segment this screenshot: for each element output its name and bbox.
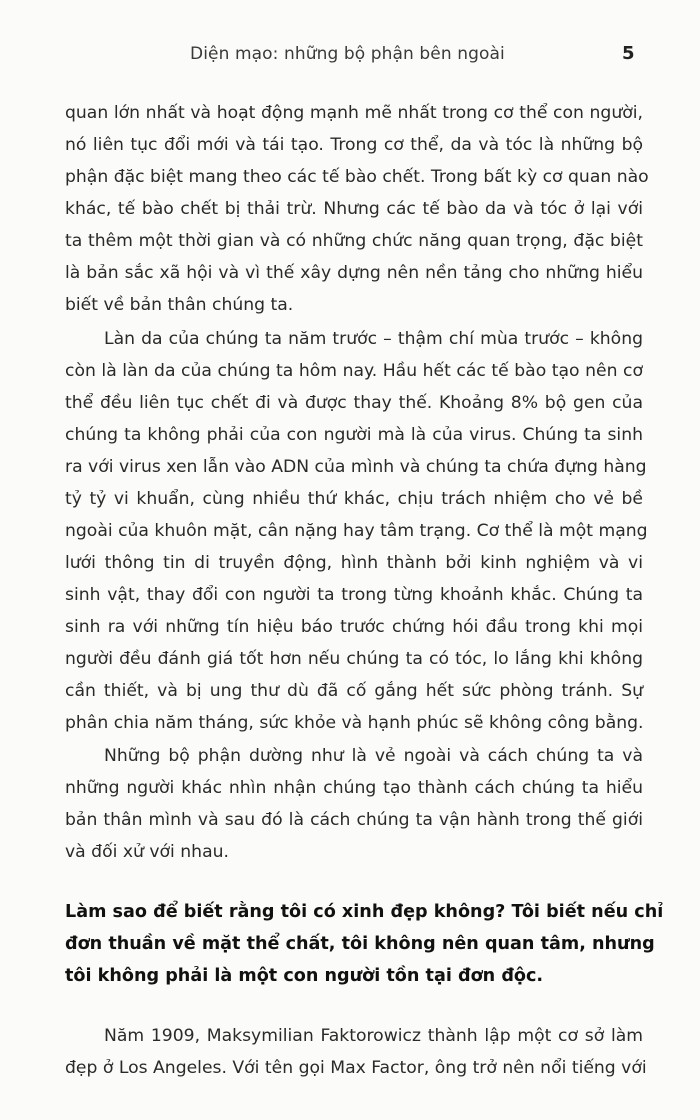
text-line: người đều đánh giá tốt hơn nếu chúng ta có tóc, lo lắng khi không: [65, 649, 643, 669]
text-line: lưới thông tin di truyền động, hình thành bởi kinh nghiệm và vi: [65, 553, 643, 573]
text-line: đơn thuần về mặt thể chất, tôi không nên quan tâm, nhưng: [65, 934, 655, 954]
text-line: là bản sắc xã hội và vì thế xây dựng nên nền tảng cho những hiểu: [65, 263, 643, 283]
text-line: sinh ra với những tín hiệu báo trước chứng hói đầu trong khi mọi: [65, 617, 643, 637]
page-number: 5: [622, 43, 635, 64]
text-line: phận đặc biệt mang theo các tế bào chết. Trong bất kỳ cơ quan nào: [65, 167, 649, 187]
text-line: ta thêm một thời gian và có những chức năng quan trọng, đặc biệt: [65, 231, 643, 251]
text-line: nó liên tục đổi mới và tái tạo. Trong cơ thể, da và tóc là những bộ: [65, 135, 643, 155]
text-line: bản thân mình và sau đó là cách chúng ta vận hành trong thế giới: [65, 810, 643, 830]
text-line: khác, tế bào chết bị thải trừ. Nhưng các tế bào da và tóc ở lại với: [65, 199, 643, 219]
text-line: phân chia năm tháng, sức khỏe và hạnh phúc sẽ không công bằng.: [65, 713, 644, 733]
text-line: Năm 1909, Maksymilian Faktorowicz thành lập một cơ sở làm: [104, 1026, 643, 1046]
text-line: chúng ta không phải của con người mà là của virus. Chúng ta sinh: [65, 425, 643, 445]
text-line: sinh vật, thay đổi con người ta trong từng khoảnh khắc. Chúng ta: [65, 585, 643, 605]
text-line: Làm sao để biết rằng tôi có xinh đẹp không? Tôi biết nếu chỉ: [65, 902, 664, 922]
text-line: Làn da của chúng ta năm trước – thậm chí mùa trước – không: [104, 329, 643, 349]
text-line: và đối xử với nhau.: [65, 842, 229, 862]
text-line: còn là làn da của chúng ta hôm nay. Hầu hết các tế bào tạo nên cơ: [65, 361, 643, 381]
text-line: ra với virus xen lẫn vào ADN của mình và chúng ta chứa đựng hàng: [65, 457, 647, 477]
text-line: quan lớn nhất và hoạt động mạnh mẽ nhất trong cơ thể con người,: [65, 103, 643, 123]
text-line: ngoài của khuôn mặt, cân nặng hay tâm trạng. Cơ thể là một mạng: [65, 521, 648, 541]
text-line: biết về bản thân chúng ta.: [65, 295, 294, 315]
text-line: tôi không phải là một con người tồn tại đơn độc.: [65, 966, 544, 986]
text-line: tỷ tỷ vi khuẩn, cùng nhiều thứ khác, chịu trách nhiệm cho vẻ bề: [65, 489, 643, 509]
text-line: thể đều liên tục chết đi và được thay thế. Khoảng 8% bộ gen của: [65, 393, 643, 413]
running-header: [0, 40, 700, 72]
text-line: cần thiết, và bị ung thư dù đã cố gắng hết sức phòng tránh. Sự: [65, 681, 643, 701]
text-line: những người khác nhìn nhận chúng tạo thành cách chúng ta hiểu: [65, 778, 643, 798]
text-line: Những bộ phận dường như là vẻ ngoài và cách chúng ta và: [104, 746, 643, 766]
chapter-title: Diện mạo: những bộ phận bên ngoài: [190, 44, 505, 64]
text-line: đẹp ở Los Angeles. Với tên gọi Max Factor, ông trở nên nổi tiếng với: [65, 1058, 647, 1078]
